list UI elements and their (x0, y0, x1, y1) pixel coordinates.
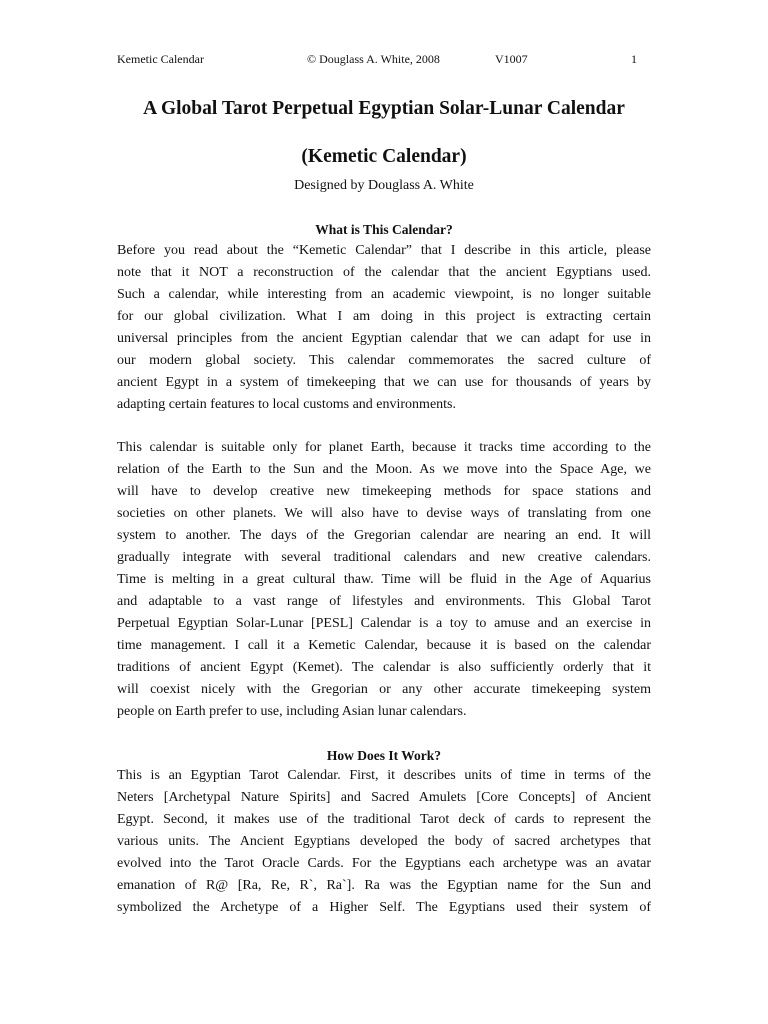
text-line: evolved into the Tarot Oracle Cards. For the Egyptians each archetype was an avatar (117, 856, 651, 871)
text-line: will coexist nicely with the Gregorian or any other accurate timekeeping system (117, 682, 651, 697)
text-line: and adaptable to a vast range of lifestyles and environments. This Global Tarot (117, 594, 651, 609)
text-line: Such a calendar, while interesting from an academic viewpoint, is no longer suitable (117, 287, 651, 302)
text-line: adapting certain features to local customs and environments. (117, 397, 457, 412)
paragraph (117, 765, 651, 919)
section-heading-how-does-it-work: How Does It Work? (326, 748, 442, 763)
text-line: emanation of R@ [Ra, Re, R`, Ra`]. Ra was the Egyptian name for the Sun and (117, 878, 651, 893)
header-version: V1007 (495, 52, 528, 66)
text-line: symbolized the Archetype of a Higher Self. The Egyptians used their system of (117, 900, 651, 915)
text-line: This is an Egyptian Tarot Calendar. First, it describes units of time in terms of the (117, 768, 651, 783)
text-line: system to another. The days of the Gregorian calendar are nearing an end. It will (117, 528, 651, 543)
section-heading-what-is: What is This Calendar? (315, 222, 453, 237)
text-line: ancient Egypt in a system of timekeeping that we can use for thousands of years by (117, 375, 651, 390)
text-line: our modern global society. This calendar commemorates the sacred culture of (117, 353, 651, 368)
text-line: time management. I call it a Kemetic Calendar, because it is based on the calendar (117, 638, 651, 653)
text-line: universal principles from the ancient Egyptian calendar that we can adapt for use in (117, 331, 651, 346)
paragraph (117, 437, 651, 723)
text-line: note that it NOT a reconstruction of the calendar that the ancient Egyptians used. (117, 265, 651, 280)
text-line: gradually integrate with several traditional calendars and new creative calendars. (117, 550, 651, 565)
author-line: Designed by Douglass A. White (294, 178, 474, 193)
paragraph (117, 240, 651, 416)
text-line: societies on other planets. We will also have to devise ways of translating from one (117, 506, 651, 521)
text-line: Before you read about the “Kemetic Calendar” that I describe in this article, please (117, 243, 651, 258)
text-line: Egypt. Second, it makes use of the traditional Tarot deck of cards to represent the (117, 812, 651, 827)
header-document-name: Kemetic Calendar (117, 52, 204, 66)
text-line: Neters [Archetypal Nature Spirits] and Sacred Amulets [Core Concepts] of Ancient (117, 790, 651, 805)
text-line: people on Earth prefer to use, including Asian lunar calendars. (117, 704, 467, 719)
text-line: will have to develop creative new timekeeping methods for space stations and (117, 484, 651, 499)
text-line: relation of the Earth to the Sun and the Moon. As we move into the Space Age, we (117, 462, 651, 477)
text-line: Time is melting in a great cultural thaw. Time will be fluid in the Age of Aquarius (117, 572, 651, 587)
text-line: Perpetual Egyptian Solar-Lunar [PESL] Calendar is a toy to amuse and an exercise in (117, 616, 651, 631)
header-page-number: 1 (631, 52, 637, 66)
header-copyright: © Douglass A. White, 2008 (307, 52, 440, 66)
running-header (117, 50, 637, 68)
text-line: traditions of ancient Egypt (Kemet). The calendar is also sufficiently orderly that it (117, 660, 651, 675)
text-line: for our global civilization. What I am doing in this project is extracting certain (117, 309, 651, 324)
text-line: This calendar is suitable only for planet Earth, because it tracks time according to the (117, 440, 651, 455)
text-line: various units. The Ancient Egyptians developed the body of sacred archetypes that (117, 834, 651, 849)
document-subtitle: (Kemetic Calendar) (301, 146, 467, 167)
document-title: A Global Tarot Perpetual Egyptian Solar-Lunar Calendar (143, 98, 625, 119)
